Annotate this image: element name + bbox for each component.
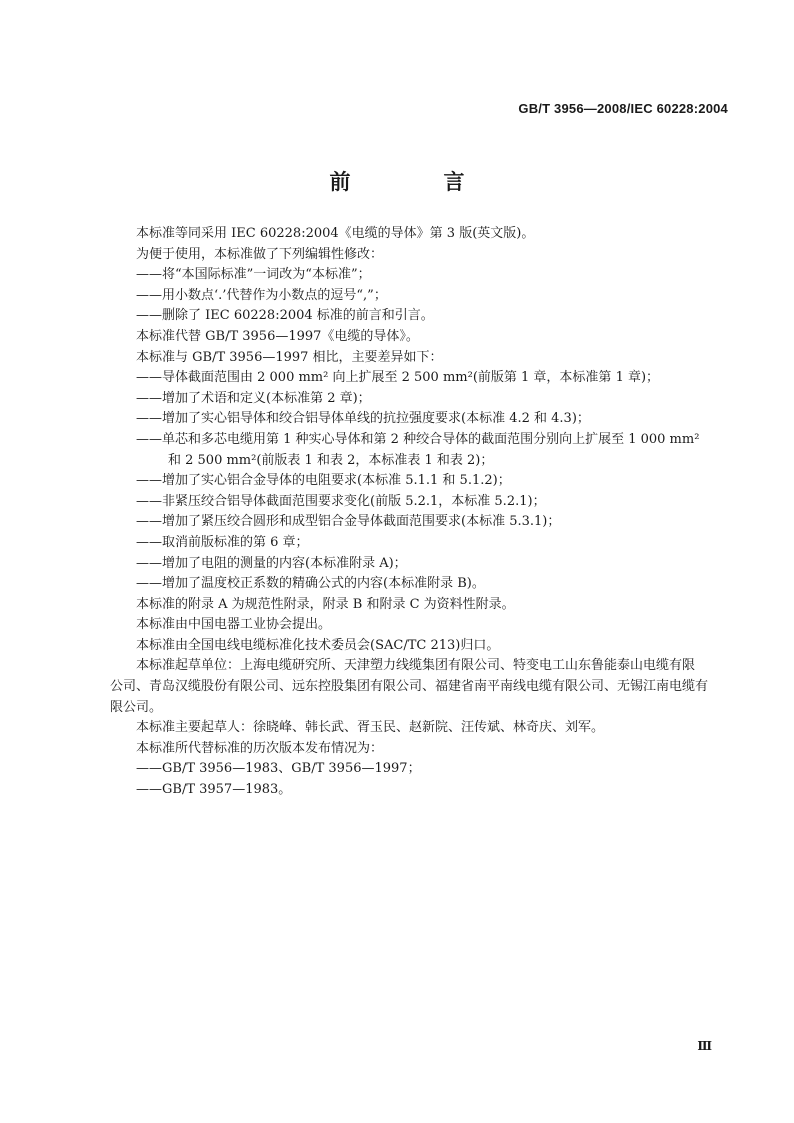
paragraph-annexes: 本标准的附录 A 为规范性附录，附录 B 和附录 C 为资料性附录。 bbox=[136, 596, 515, 612]
paragraph-drafting-units bbox=[110, 656, 730, 718]
paragraph-drafters: 本标准主要起草人：徐晓峰、韩长武、胥玉民、赵新院、汪传斌、林奇庆、刘军。 bbox=[136, 720, 605, 736]
paragraph-line: 本标准起草单位：上海电缆研究所、天津塑力线缆集团有限公司、特变电工山东鲁能泰山电缆有限 bbox=[136, 658, 696, 674]
standard-code-header: GB/T 3956—2008/IEC 60228:2004 bbox=[518, 101, 728, 116]
list-item: ——增加了电阻的测量的内容(本标准附录 A)； bbox=[136, 555, 407, 571]
list-item: ——将“本国际标准”一词改为“本标准”； bbox=[136, 267, 371, 283]
paragraph-history: 本标准所代替标准的历次版本发布情况为： bbox=[136, 740, 384, 756]
list-item-line: 和 2 500 mm²(前版表 1 和表 2，本标准表 1 和表 2)； bbox=[168, 452, 494, 468]
list-item: ——增加了实心铝合金导体的电阻要求(本标准 5.1.1 和 5.1.2)； bbox=[136, 473, 511, 489]
list-item: ——取消前版标准的第 6 章； bbox=[136, 534, 309, 550]
paragraph-replaces: 本标准代替 GB/T 3956—1997《电缆的导体》。 bbox=[136, 328, 419, 344]
list-item: ——删除了 IEC 60228:2004 标准的前言和引言。 bbox=[136, 308, 434, 324]
list-item: ——GB/T 3956—1983、GB/T 3956—1997； bbox=[136, 761, 421, 777]
list-item: ——GB/T 3957—1983。 bbox=[136, 782, 292, 798]
list-item: ——增加了实心铝导体和绞合铝导体单线的抗拉强度要求(本标准 4.2 和 4.3)； bbox=[136, 411, 590, 427]
list-item: ——导体截面范围由 2 000 mm² 向上扩展至 2 500 mm²(前版第 1 章，本标准第 1 章)； bbox=[136, 370, 660, 386]
page-title: 前 言 bbox=[329, 170, 501, 194]
foreword-body bbox=[110, 224, 730, 801]
paragraph-line: 公司、青岛汉缆股份有限公司、远东控股集团有限公司、福建省南平南线电缆有限公司、无锡江南电缆有 bbox=[110, 679, 709, 695]
paragraph-differences: 本标准与 GB/T 3956—1997 相比，主要差异如下： bbox=[136, 349, 443, 365]
page-number: Ⅲ bbox=[697, 1039, 712, 1053]
paragraph-line: 限公司。 bbox=[110, 699, 163, 715]
paragraph-committee: 本标准由全国电线电缆标准化技术委员会(SAC/TC 213)归口。 bbox=[136, 637, 500, 653]
paragraph-adoption: 本标准等同采用 IEC 60228:2004《电缆的导体》第 3 版(英文版)。 bbox=[136, 226, 535, 241]
list-item: ——增加了术语和定义(本标准第 2 章)； bbox=[136, 390, 371, 406]
list-item: ——增加了温度校正系数的精确公式的内容(本标准附录 B)。 bbox=[136, 576, 485, 592]
list-item-line: ——单芯和多芯电缆用第 1 种实心导体和第 2 种绞合导体的截面范围分别向上扩展至 1 000 mm² bbox=[136, 431, 700, 447]
list-item: ——增加了紧压绞合圆形和成型铝合金导体截面范围要求(本标准 5.3.1)； bbox=[136, 514, 561, 530]
paragraph-proposer: 本标准由中国电器工业协会提出。 bbox=[136, 617, 332, 633]
list-item: ——用小数点‘.’代替作为小数点的逗号“,”； bbox=[136, 287, 387, 303]
list-item-wrapped bbox=[110, 430, 730, 471]
list-item: ——非紧压绞合铝导体截面范围要求变化(前版 5.2.1，本标准 5.2.1)； bbox=[136, 493, 546, 509]
paragraph-editorial-changes: 为便于使用，本标准做了下列编辑性修改： bbox=[136, 246, 384, 262]
